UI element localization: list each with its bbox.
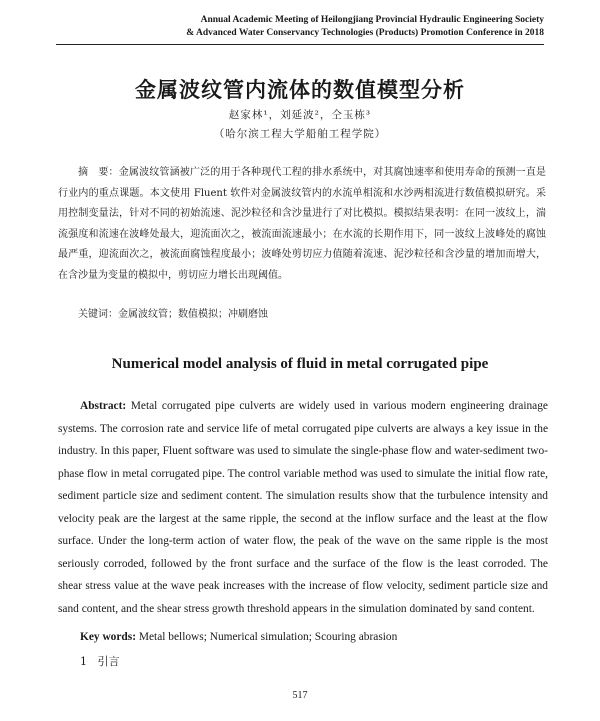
english-keywords — [80, 631, 540, 643]
english-title: Numerical model analysis of fluid in metal corrugated pipe — [111, 356, 489, 372]
chinese-abstract — [58, 163, 546, 286]
chinese-keywords-text: 金属波纹管；数值模拟；冲刷磨蚀 — [118, 309, 268, 320]
page-number: 517 — [292, 690, 308, 701]
chinese-title: 金属波纹管内流体的数值模型分析 — [135, 77, 465, 102]
english-keywords-text: Metal bellows; Numerical simulation; Scouring abrasion — [138, 631, 398, 643]
english-abstract-label: Abstract: — [80, 400, 127, 412]
running-header — [124, 14, 544, 40]
chinese-keywords — [78, 305, 538, 320]
english-keywords-label: Key words: — [80, 631, 136, 643]
english-abstract-text: Metal corrugated pipe culverts are widely used in various modern engineering drainage systems. The corrosion rate and service life of metal corrugated pipe culverts are always a key issue in the industry. In this paper, Fluent software was used to simulate the single-phase flow and water-sediment two-phase flow in metal corrugated pipe. The control variable method was used to simulate the initial flow rate, sediment particle size and sediment content. The simulation results show that the turbulence intensity and velocity peak are the largest at the same ripple, the second at the inflow surface and the least at the flow surface. Under the long-term action of water flow, the peak of the wave on the same ripple is the most seriously corroded, followed by the front surface and the surface of the flow is the least corroded. The shear stress value at the wave peak increases with the increase of flow velocity, sediment particle size and sand content, and the shear stress growth threshold appears in the simulation dominated by sand content. — [58, 400, 548, 615]
english-abstract — [58, 395, 548, 620]
authors: 赵家林¹，刘延波²，仝玉栋³ — [228, 109, 372, 121]
header-line-1: Annual Academic Meeting of Heilongjiang Provincial Hydraulic Engineering Society — [200, 15, 544, 25]
chinese-abstract-label: 摘 要： — [78, 167, 119, 178]
section-number: 1 — [80, 655, 87, 668]
chinese-keywords-label: 关键词： — [78, 309, 118, 320]
chinese-abstract-text: 金属波纹管涵被广泛的用于各种现代工程的排水系统中，对其腐蚀速率和使用寿命的预测一直是行业内的重点课题。本文使用 Fluent 软件对金属波纹管内的水流单相流和水沙两相流进行数值模拟研究。采用控制变量法，针对不同的初始流速、泥沙粒径和含沙量进行了对比模拟。模拟结果表明：在同一波纹上，湍流强度和流速在波峰处最大，迎流面次之，被流面流速最小；在水流的长期作用下，同一波纹上波峰处的腐蚀最严重，迎流面次之，被流面腐蚀程度最小；波峰处剪切应力值随着流速、泥沙粒径和含沙量的增加而增大，在含沙量为变量的模拟中，剪切应力增长出现阈值。 — [58, 167, 547, 281]
section-heading — [80, 653, 120, 669]
affiliation: （哈尔滨工程大学船舶工程学院） — [213, 128, 387, 140]
header-rule — [56, 44, 544, 45]
header-line-2: & Advanced Water Conservancy Technologies (Products) Promotion Conference in 2018 — [186, 28, 544, 38]
section-title: 引言 — [97, 655, 120, 668]
